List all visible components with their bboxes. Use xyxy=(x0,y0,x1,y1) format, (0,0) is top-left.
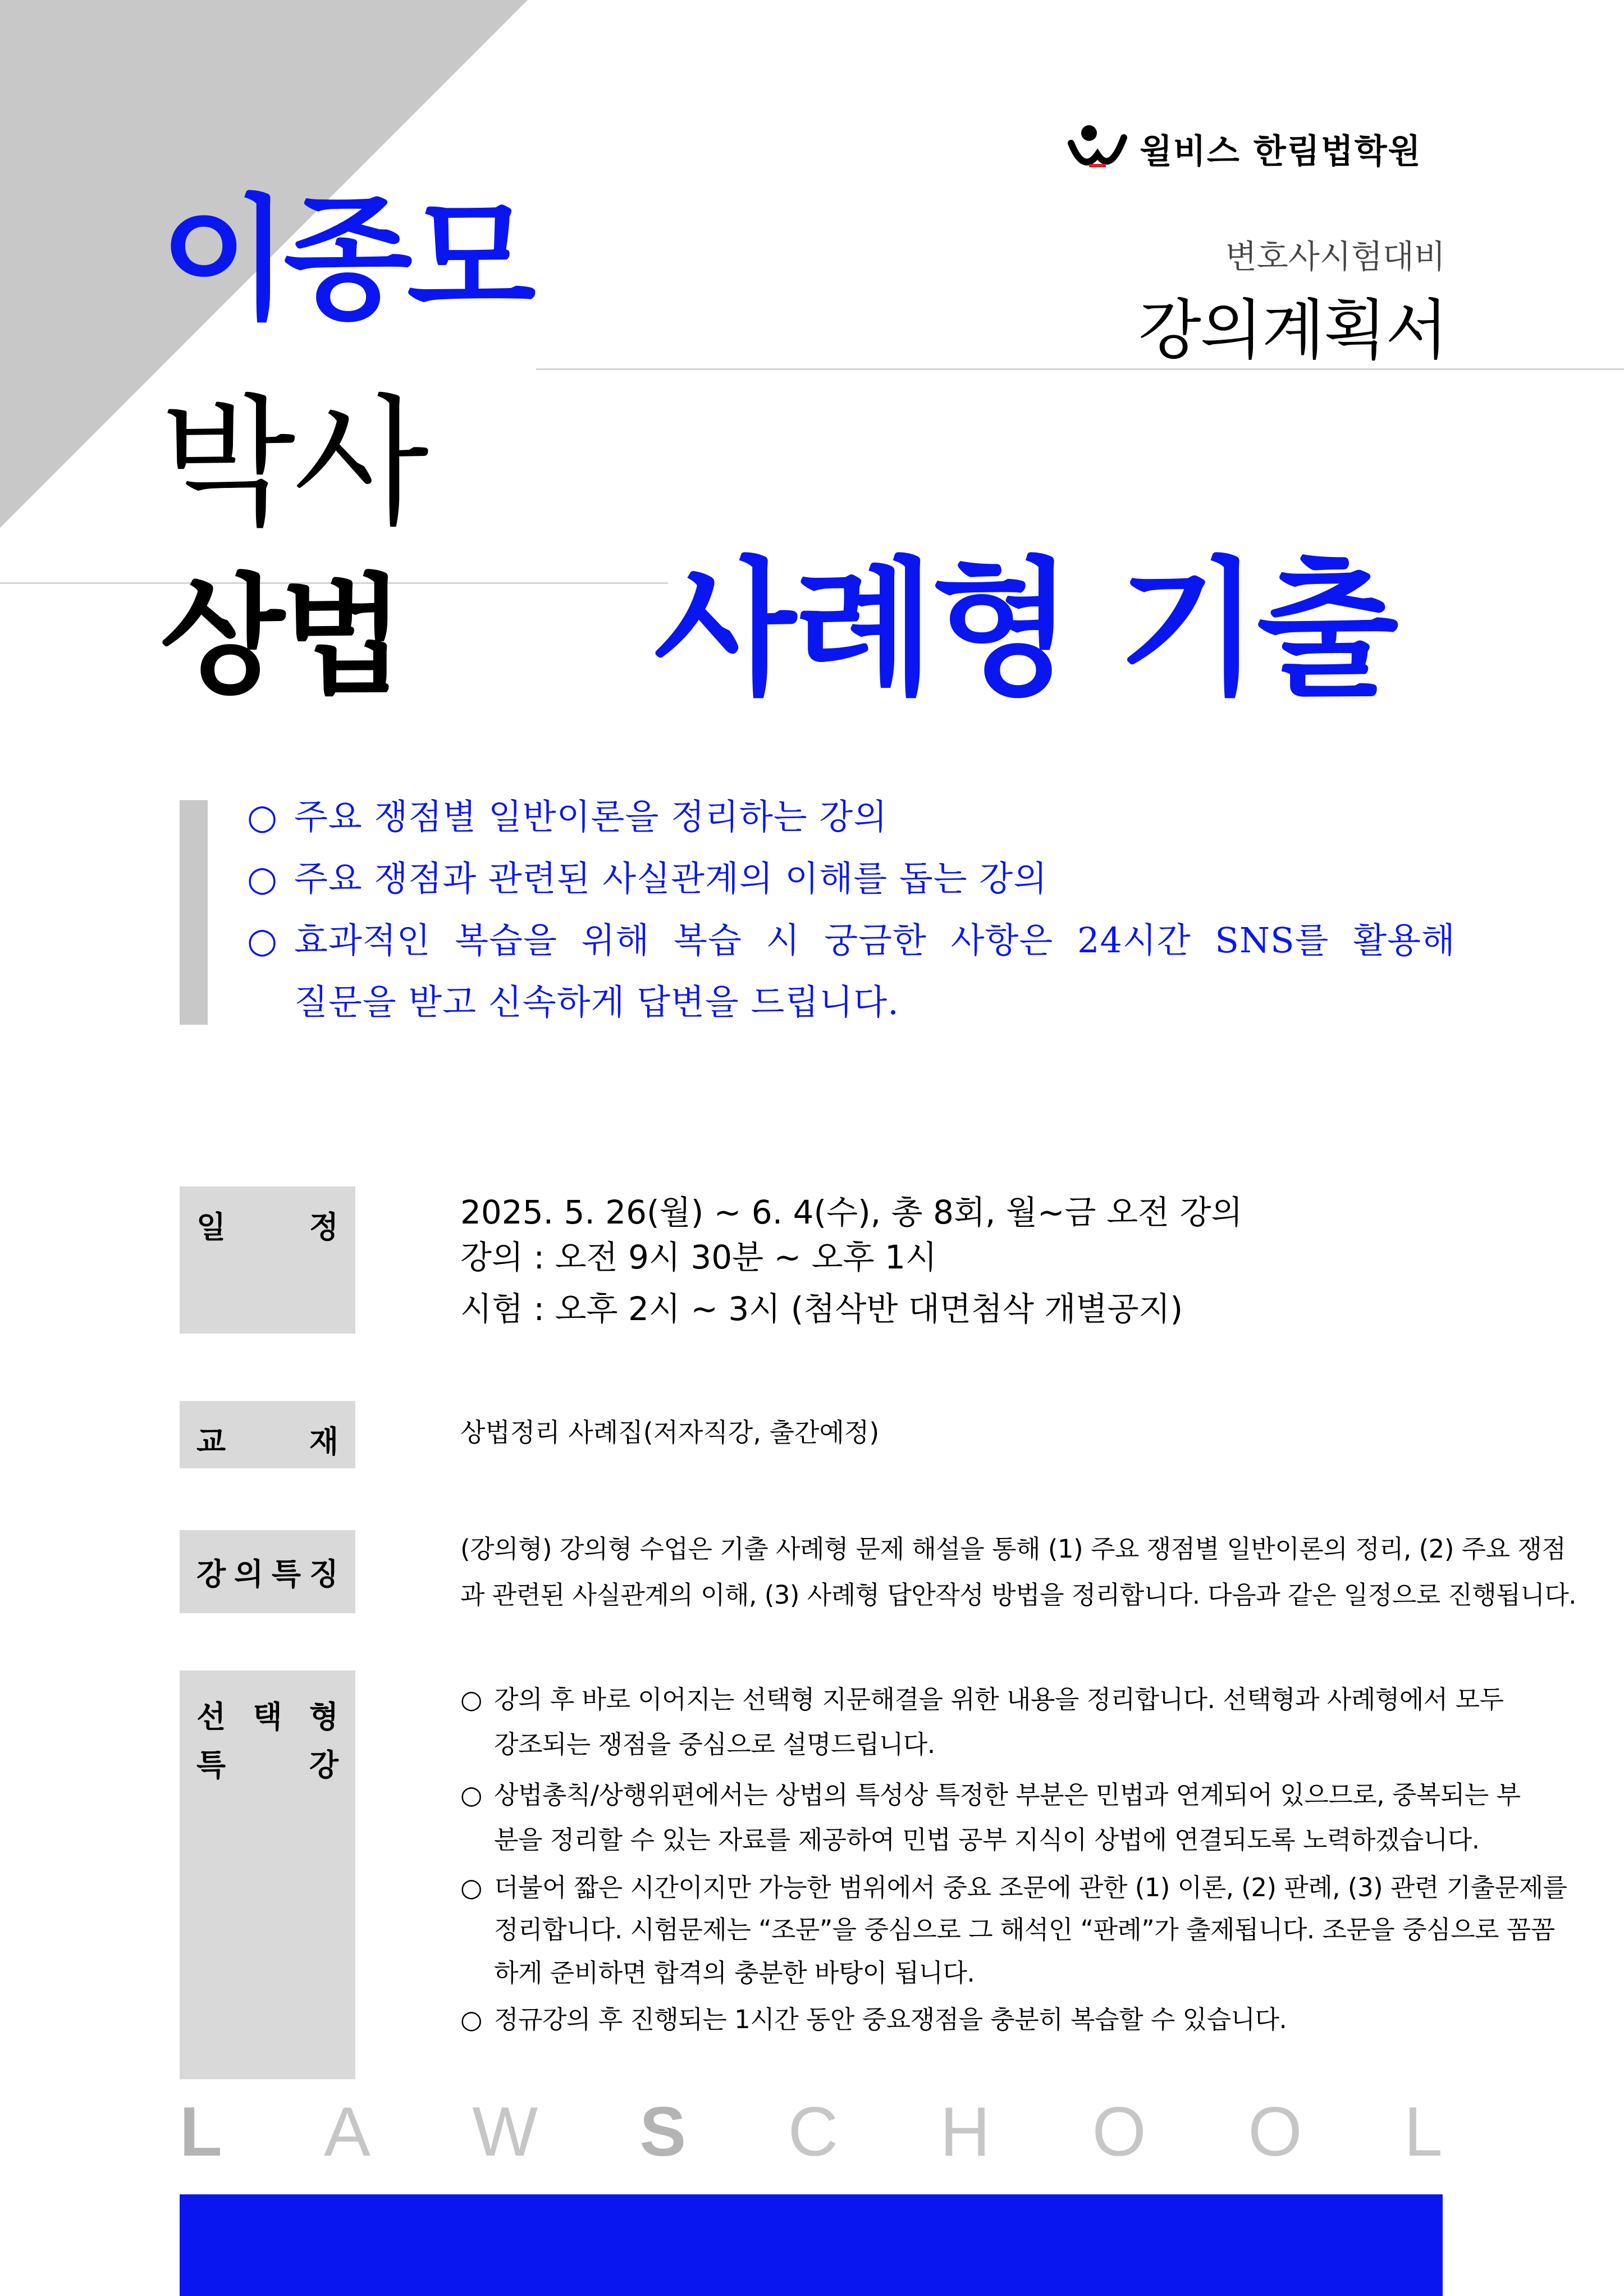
textbook-label: 교 재 xyxy=(180,1401,355,1468)
instructor-title: 박사 xyxy=(160,381,427,545)
circle-bullet-icon: ○ xyxy=(460,1685,482,1714)
schedule-label: 일 정 xyxy=(180,1186,355,1334)
circle-bullet-icon: ○ xyxy=(460,2005,482,2034)
summary-side-bar xyxy=(180,800,208,1025)
wordmark-letter: L xyxy=(1404,2093,1443,2171)
textbook-content xyxy=(460,1412,1443,1449)
wordmark-letter: L xyxy=(180,2093,222,2171)
schedule-dates: 2025. 5. 26(월) ~ 6. 4(수), 총 8회, 월~금 오전 강의 xyxy=(460,1193,1243,1231)
features-line: (강의형) 강의형 수업은 기출 사례형 문제 해설을 통해 (1) 주요 쟁점별 일반이론의 정리, (2) 주요 쟁점 xyxy=(460,1534,1566,1564)
schedule-lecture-time: 강의 : 오전 9시 30분 ~ 오후 1시 xyxy=(460,1238,937,1276)
wordmark-letter: S xyxy=(639,2093,687,2171)
wordmark-letter: O xyxy=(1092,2093,1146,2171)
features-line: 과 관련된 사실관계의 이해, (3) 사례형 답안작성 방법을 정리합니다. 다음과 같은 일정으로 진행됩니다. xyxy=(460,1580,1577,1610)
special-item-cont: 강조되는 쟁점을 중심으로 설명드립니다. xyxy=(494,1729,935,1759)
wordmark-letter: H xyxy=(940,2093,991,2171)
special-item-cont: 정리합니다. 시험문제는 “조문”을 중심으로 그 해석인 “판례”가 출제됩니다. 조문을 중심으로 꼼꼼 xyxy=(494,1915,1555,1944)
special-item: ○ 더불어 짧은 시간이지만 가능한 범위에서 중요 조문에 관한 (1) 이론, (2) 판례, (3) 관련 기출문제를 xyxy=(460,1873,1567,1902)
law-school-wordmark xyxy=(180,2093,1443,2171)
lecture-plan-title: 강의계획서 xyxy=(1138,293,1447,368)
summary-continuation: 질문을 받고 신속하게 답변을 드립니다. xyxy=(294,982,899,1023)
academy-logo xyxy=(1067,121,1422,177)
schedule-exam-time: 시험 : 오후 2시 ~ 3시 (첨삭반 대면첨삭 개별공지) xyxy=(460,1290,1183,1328)
circle-bullet-icon: ○ xyxy=(247,796,278,837)
wordmark-letter: A xyxy=(324,2093,370,2171)
circle-bullet-icon: ○ xyxy=(247,858,278,899)
special-item: ○ 강의 후 바로 이어지는 선택형 지문해결을 위한 내용을 정리합니다. 선택형과 사례형에서 모두 xyxy=(460,1685,1504,1714)
wordmark-letter: W xyxy=(472,2093,538,2171)
course-title: 사례형 기출 xyxy=(654,544,1396,715)
logo-text: 윌비스 한림법학원 xyxy=(1140,132,1422,171)
circle-bullet-icon: ○ xyxy=(460,1873,482,1902)
summary-item: ○ 효과적인 복습을 위해 복습 시 궁금한 사항은 24시간 SNS를 활용해 xyxy=(247,920,1456,961)
features-label: 강 의 특 징 xyxy=(180,1530,355,1613)
wordmark-letter: C xyxy=(788,2093,839,2171)
logo-figure-icon xyxy=(1067,121,1128,177)
special-item-cont: 하게 준비하면 합격의 충분한 바탕이 됩니다. xyxy=(494,1958,975,1988)
exam-subtitle: 변호사시험대비 xyxy=(1225,238,1445,276)
circle-bullet-icon: ○ xyxy=(247,920,278,961)
special-lecture-label: 선 택 형 특 강 xyxy=(180,1670,355,2079)
summary-item: ○ 주요 쟁점별 일반이론을 정리하는 강의 xyxy=(247,796,888,837)
footer-blue-band xyxy=(180,2194,1443,2296)
subject-title: 상법 xyxy=(160,562,401,712)
special-item: ○ 정규강의 후 진행되는 1시간 동안 중요쟁점을 충분히 복습할 수 있습니다. xyxy=(460,2005,1287,2034)
special-item-cont: 분을 정리할 수 있는 자료를 제공하여 민법 공부 지식이 상법에 연결되도록 노력하겠습니다. xyxy=(494,1825,1480,1855)
header-divider xyxy=(536,368,1624,370)
wordmark-letter: O xyxy=(1248,2093,1302,2171)
textbook-text: 상법정리 사례집(저자직강, 출간예정) xyxy=(460,1417,880,1448)
summary-item: ○ 주요 쟁점과 관련된 사실관계의 이해를 돕는 강의 xyxy=(247,858,1048,899)
special-item: ○ 상법총칙/상행위편에서는 상법의 특성상 특정한 부분은 민법과 연계되어 있으므로, 중복되는 부 xyxy=(460,1780,1521,1810)
circle-bullet-icon: ○ xyxy=(460,1780,482,1810)
instructor-name: 이종모 xyxy=(160,182,530,338)
